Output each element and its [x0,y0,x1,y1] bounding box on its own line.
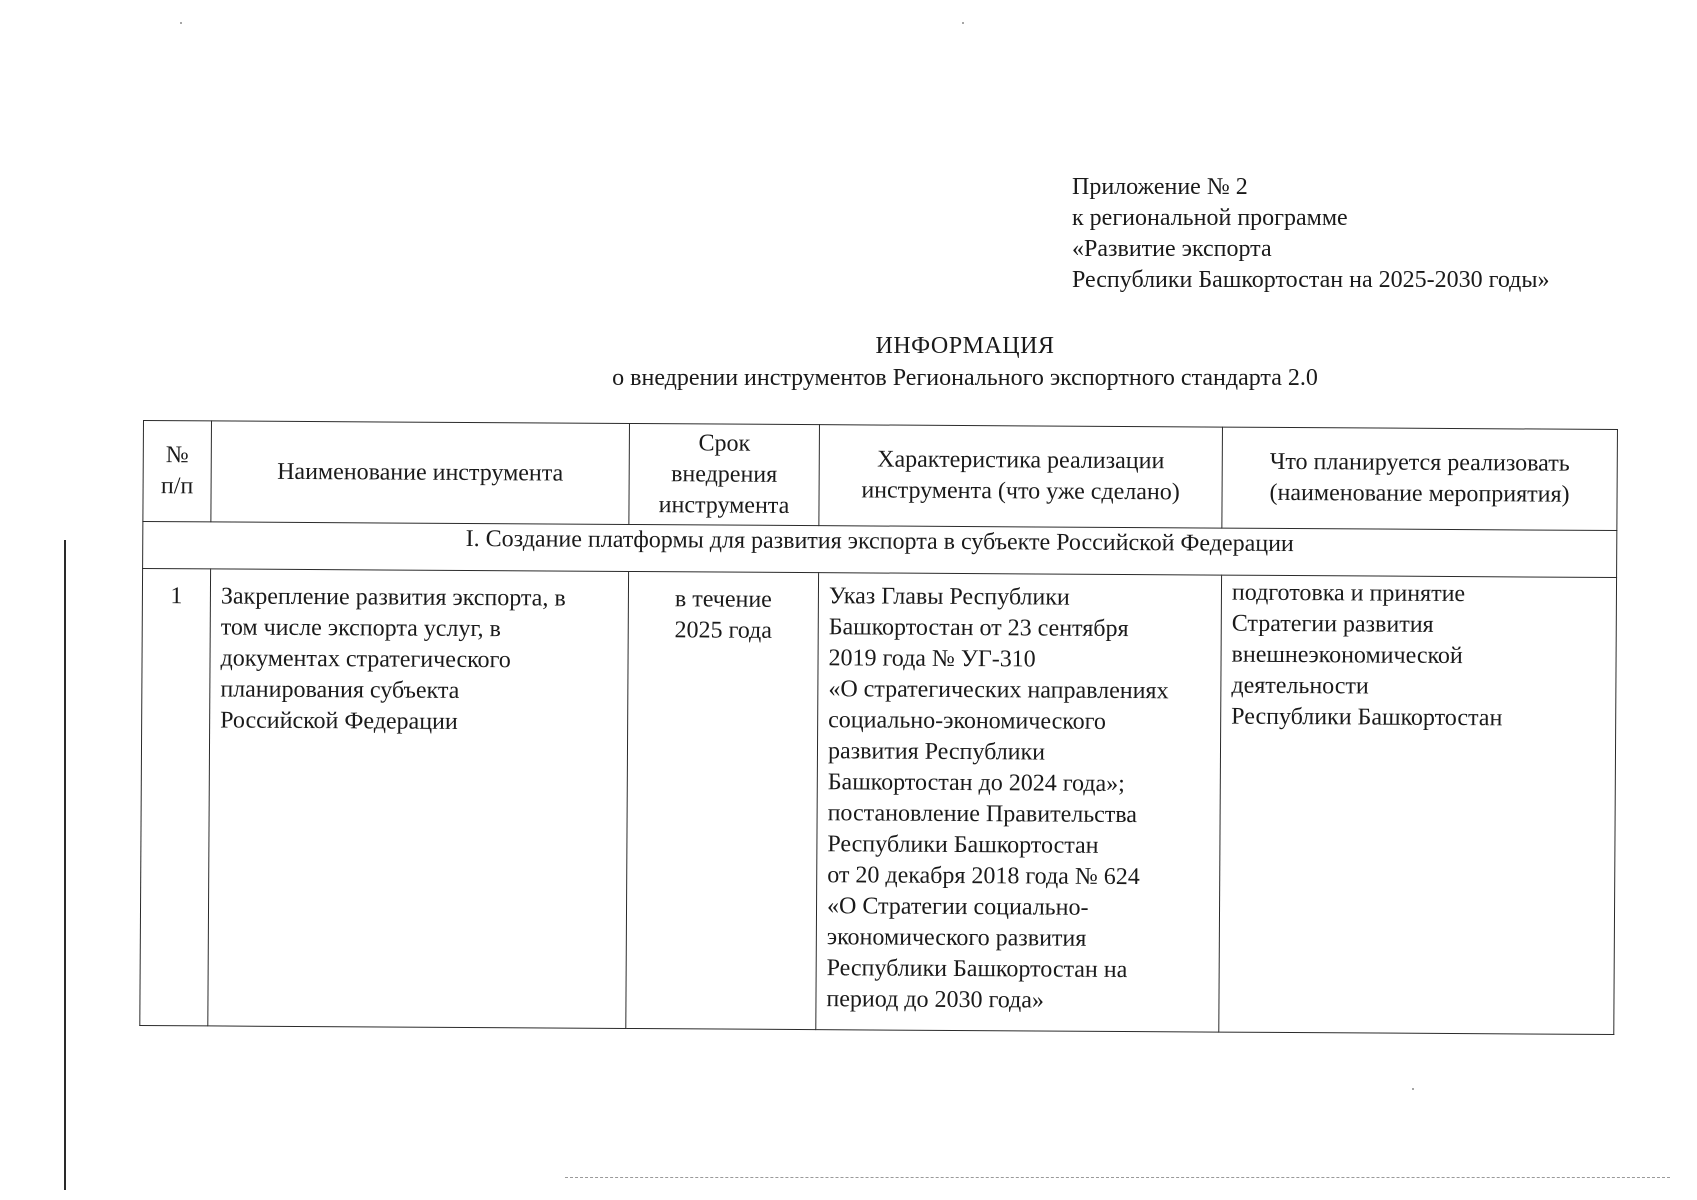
header-number [143,421,212,522]
header-implementation [819,425,1223,528]
header-text: (наименование мероприятия) [1269,479,1570,508]
scan-speck [962,22,964,24]
cell-text: Указ Главы Республики [828,583,1070,611]
cell-term [626,571,819,1029]
cell-text: в течение [674,586,772,613]
annex-line: Приложение № 2 [1072,174,1248,200]
cell-text: постановление Правительства [827,800,1138,829]
header-text: Срок [698,429,751,457]
cell-text: внешнеэкономической [1231,641,1463,670]
annex-line: к региональной программе [1072,205,1348,231]
cell-text: планирования субъекта [220,676,460,704]
scan-edge-line [64,540,66,1190]
cell-number: 1 [140,569,211,1026]
scan-speck [180,22,182,24]
instruments-table [139,420,1618,1035]
cell-text: «О Стратегии социально- [826,893,1089,921]
cell-implementation [816,573,1222,1032]
header-text: Что планируется реализовать [1269,448,1570,477]
cell-text: социально-экономического [828,707,1107,735]
cell-text: Стратегии развития [1231,610,1434,638]
annex-line: Республики Башкортостан на 2025-2030 годы» [1072,267,1550,293]
header-text: инструмента [658,491,790,519]
cell-text: том числе экспорта услуг, в [220,614,501,643]
cell-text: экономического развития [826,924,1087,952]
header-text: п/п [160,473,194,500]
section-title: I. Создание платформы для развития экспорта в субъекте Российской Федерации [143,522,1617,578]
header-text: внедрения [671,460,778,488]
cell-text: от 20 декабря 2018 года № 624 [827,862,1140,891]
cell-text: «О стратегических направлениях [828,676,1169,705]
cell-text: Российской Федерации [220,707,458,735]
cell-text: Башкортостан до 2024 года»; [827,769,1125,798]
title-main: ИНФОРМАЦИЯ [875,333,1055,359]
cell-text: Республики Башкортостан на [826,955,1128,984]
table-header-row [143,421,1618,531]
cell-text: Башкортостан от 23 сентября [828,614,1129,643]
cell-instrument-name [208,569,629,1029]
annex-reference [1072,172,1550,296]
header-term [629,423,820,525]
header-text: Характеристика реализации [877,446,1165,475]
cell-text: деятельности [1231,672,1369,700]
title-subtitle: о внедрении инструментов Регионального экспортного стандарта 2.0 [612,365,1318,391]
header-plan [1222,427,1618,530]
header-instrument-name [211,421,630,525]
cell-text: подготовка и принятие [1231,579,1466,608]
cell-text: Республики Башкортостан [1231,703,1503,732]
cell-plan [1219,575,1617,1034]
cell-text: документах стратегического [220,645,511,674]
scan-speck [1412,1088,1414,1090]
cell-text: Республики Башкортостан [827,831,1099,859]
cell-text: 2025 года [674,617,773,644]
header-text: инструмента (что уже сделано) [861,477,1180,506]
header-text: № [165,442,189,469]
cell-text: 2019 года № УГ-310 [828,645,1036,673]
scan-edge-line-bottom [565,1177,1670,1178]
cell-text: период до 2030 года» [826,986,1045,1014]
header-text: Наименование инструмента [277,458,564,487]
table-row [140,569,1617,1035]
cell-text: Закрепление развития экспорта, в [220,583,566,612]
document-title [140,330,1670,394]
cell-text: развития Республики [827,738,1046,766]
annex-line: «Развитие экспорта [1072,236,1272,262]
